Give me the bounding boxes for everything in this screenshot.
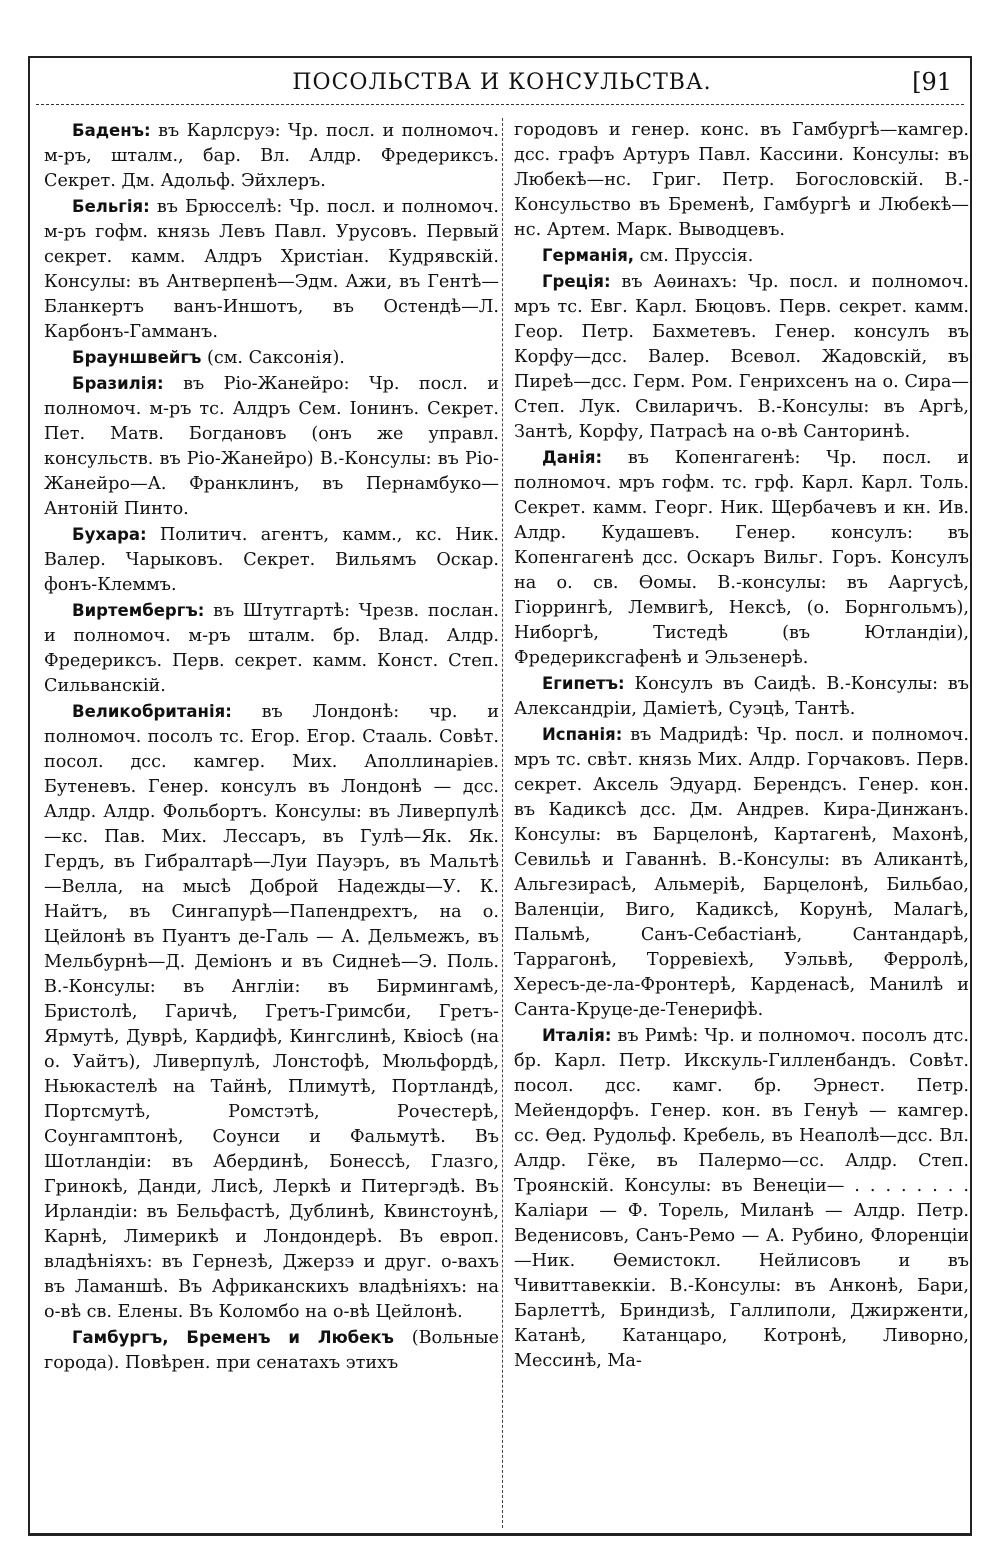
right-column [514,118,969,1528]
entry-head: Италія: [542,1026,612,1045]
entry-text: Политич. агентъ, камм., кс. Ник. Валер. Чарыковъ. Секрет. Вильямъ Оскар. фонъ-Клеммъ. [44,525,499,595]
entry-brazil [44,371,499,522]
entry-wurttemberg [44,598,499,699]
entry-head: Виртембергъ: [72,601,205,620]
page-title: ПОСОЛЬСТВА И КОНСУЛЬСТВА. [292,70,712,95]
running-header [30,62,974,102]
entry-baden [44,118,499,194]
entry-head: Египетъ: [542,674,625,693]
entry-head: Бразилія: [72,374,164,393]
entry-germany [514,243,969,269]
entry-text: въ Римѣ: Чр. и полномоч. посолъ дтс. бр. Карл. Петр. Икскуль-Гилленбандъ. Совѣт. посол. дсс. камг. бр. Эрнест. Петр. Мейендорфъ. Генер. кон. въ Генуѣ — камгер. сс. Ѳед. Рудольф. Кребель, въ Неаполѣ—дсс. Вл. Алдр. Гёке, въ Палермо—сс. Алдр. Степ. Троянскій. Консулы: въ Венеціи— . . . . . . . . Каліари — Ф. Торель, Миланѣ — Алдр. Петр. Веденисовъ, Санъ-Ремо — А. Рубино, Флоренціи—Ник. Ѳемистокл. Нейлисовъ и въ Чивиттавеккіи. В.-Консулы: въ Анконѣ, Бари, Барлеттѣ, Бриндизѣ, Галлиполи, Джирженти, Катанѣ, Катанцаро, Котронѣ, Ливорно, Мессинѣ, Ма- [514,1026,969,1371]
entry-text: Консулъ въ Саидѣ. В.-Консулы: въ Александріи, Даміетѣ, Суэцѣ, Тантѣ. [514,674,969,719]
entry-text: (см. Саксонія). [207,348,345,368]
entry-text: въ Карлсруэ: Чр. посл. и полномоч. м-ръ, шталм., бар. Вл. Алдр. Фредериксъ. Секрет. Дм. Адольф. Эйхлеръ. [44,121,499,191]
entry-head: Бухара: [72,525,147,544]
entry-head: Испанія: [542,725,623,744]
entry-greece [514,269,969,445]
entry-text: (Вольные города). Повѣрен. при сенатахъ этихъ [44,1328,499,1373]
entry-text: въ Брюсселѣ: Чр. посл. и полномоч. м-ръ гофм. князь Левъ Павл. Урусовъ. Первый секрет. камм. Алдръ Христіан. Кудрявскій. Консулы: въ Антверпенѣ—Эдм. Ажи, въ Гентѣ—Бланкертъ ванъ-Иншотъ, въ Остендѣ—Л. Карбонъ-Гамманъ. [44,197,499,342]
column-divider [502,118,503,1528]
entry-belgium [44,194,499,345]
entry-spain [514,722,969,1023]
entry-text: въ Ріо-Жанейро: Чр. посл. и полномоч. м-ръ тс. Алдръ Сем. Іонинъ. Секрет. Пет. Матв. Богдановъ (онъ же управл. консульств. въ Ріо-Жанейро) В.-Консулы: въ Ріо-Жанейро—А. Франклинъ, въ Пернамбуко—Антоній Пинто. [44,374,499,519]
entry-denmark [514,445,969,671]
entry-continuation [514,118,969,243]
entry-great-britain [44,699,499,1325]
entry-head: Баденъ: [72,121,151,140]
entry-hamburg-bremen-lubeck [44,1325,499,1376]
page-frame [28,56,972,1536]
entry-egypt [514,671,969,722]
entry-text: въ Аѳинахъ: Чр. посл. и полномоч. мръ тс. Евг. Карл. Бюцовъ. Перв. секрет. камм. Геор. Петр. Бахметевъ. Генер. консулъ въ Корфу—дсс. Валер. Всевол. Жадовскій, въ Пиреѣ—дсс. Герм. Ром. Генрихсенъ на о. Сира—Степ. Лук. Свиларичъ. В.-Консулы: въ Аргѣ, Зантѣ, Корфу, Патрасѣ на о-вѣ Санторинѣ. [514,272,969,442]
entry-head: Брауншвейгъ [72,348,202,367]
entry-head: Великобританія: [72,702,232,721]
entry-head: Германія, [542,246,635,265]
entry-text: см. Пруссія. [639,246,754,266]
entry-italy [514,1023,969,1374]
entry-text: въ Штутгартѣ: Чрезв. послан. и полномоч. м-ръ шталм. бр. Влад. Алдр. Фредериксъ. Перв. секрет. камм. Конст. Степ. Сильванскій. [44,601,499,696]
entry-head: Гамбургъ, Бременъ и Любекъ [72,1328,394,1347]
entry-head: Греція: [542,272,611,291]
left-column [44,118,499,1528]
entry-head: Бельгія: [72,197,150,216]
entry-braunschweig [44,345,499,371]
entry-text: въ Лондонѣ: чр. и полномоч. посолъ тс. Егор. Егор. Стааль. Совѣт. посол. дсс. камгер. Мих. Аполлинаріев. Бутеневъ. Генер. консулъ въ Лондонѣ — дсс. Алдр. Алдр. Фольбортъ. Консулы: въ Ливерпулѣ—кс. Пав. Мих. Лессаръ, въ Гулѣ—Як. Як. Гердъ, въ Гибралтарѣ—Луи Пауэръ, въ Мальтѣ—Велла, на мысѣ Доброй Надежды—У. К. Найтъ, въ Сингапурѣ—Папендрехтъ, на о. Цейлонѣ въ Пуантъ де-Галь — А. Дельмежъ, въ Мельбурнѣ—Д. Деміонъ и въ Сиднеѣ—Э. Поль. В.-Консулы: въ Англіи: въ Бирмингамѣ, Бристолѣ, Гаричѣ, Гретъ-Гримсби, Гретъ-Ярмутѣ, Дуврѣ, Кардифѣ, Кингслинѣ, Квіосѣ (на о. Уайтъ), Ливерпулѣ, Лонстофѣ, Мюльфордѣ, Ньюкастелѣ на Тайнѣ, Плимутѣ, Портландѣ, Портсмутѣ, Ромстэтѣ, Рочестерѣ, Соунгамптонѣ, Соунси и Фальмутѣ. Въ Шотландіи: въ Абердинѣ, Бонессѣ, Глазго, Гринокѣ, Данди, Лисѣ, Леркѣ и Питергэдѣ. Въ Ирландіи: въ Бельфастѣ, Дублинѣ, Квинстоунѣ, Карнѣ, Лимерикѣ и Лондондерѣ. Въ европ. владѣніяхъ: въ Гернезѣ, Джерзэ и друг. о-вахъ въ Ламаншѣ. Въ Африканскихъ владѣніяхъ: на о-вѣ св. Елены. Въ Коломбо на о-вѣ Цейлонѣ. [44,702,499,1322]
page-number: [91 [912,68,952,96]
header-rule [36,104,964,105]
entry-text: въ Копенгагенѣ: Чр. посл. и полномоч. мръ гофм. тс. грф. Карл. Карл. Толь. Секрет. камм. Георг. Ник. Щербачевъ и кн. Ив. Алдр. Кудашевъ. Генер. консулъ: въ Копенгагенѣ дсс. Оскаръ Вильг. Горъ. Консулъ на о. св. Ѳомы. В.-консулы: въ Ааргусѣ, Гіоррингѣ, Лемвигѣ, Нексѣ, (о. Борнгольмъ), Ниборгѣ, Тистедѣ (въ Ютландіи), Фредериксгафенѣ и Эльзенерѣ. [514,448,969,668]
entry-bukhara [44,522,499,598]
entry-text: городовъ и генер. конс. въ Гамбургѣ—камгер. дсс. графъ Артуръ Павл. Кассини. Консулы: въ Любекѣ—нс. Григ. Петр. Богословскій. В.-Консульство въ Бременѣ, Гамбургѣ и Любекѣ—нс. Артем. Марк. Выводцевъ. [514,120,969,240]
entry-text: въ Мадридѣ: Чр. посл. и полномоч. мръ тс. свѣт. князь Мих. Алдр. Горчаковъ. Перв. секрет. Аксель Эдуард. Берендсъ. Генер. кон. въ Кадиксѣ дсс. Дм. Андрев. Кира-Динжанъ. Консулы: въ Барцелонѣ, Картагенѣ, Махонѣ, Севильѣ и Гаваннѣ. В.-Консулы: въ Аликантѣ, Альгезирасѣ, Альмеріѣ, Барцелонѣ, Бильбао, Валенціи, Виго, Кадиксѣ, Корунѣ, Малагѣ, Пальмѣ, Санъ-Себастіанѣ, Сантандарѣ, Таррагонѣ, Торревіехѣ, Уэльвѣ, Ферролѣ, Хересъ-де-ла-Фронтерѣ, Карденасѣ, Манилѣ и Санта-Круце-де-Тенерифѣ. [514,725,969,1020]
entry-head: Данія: [542,448,603,467]
